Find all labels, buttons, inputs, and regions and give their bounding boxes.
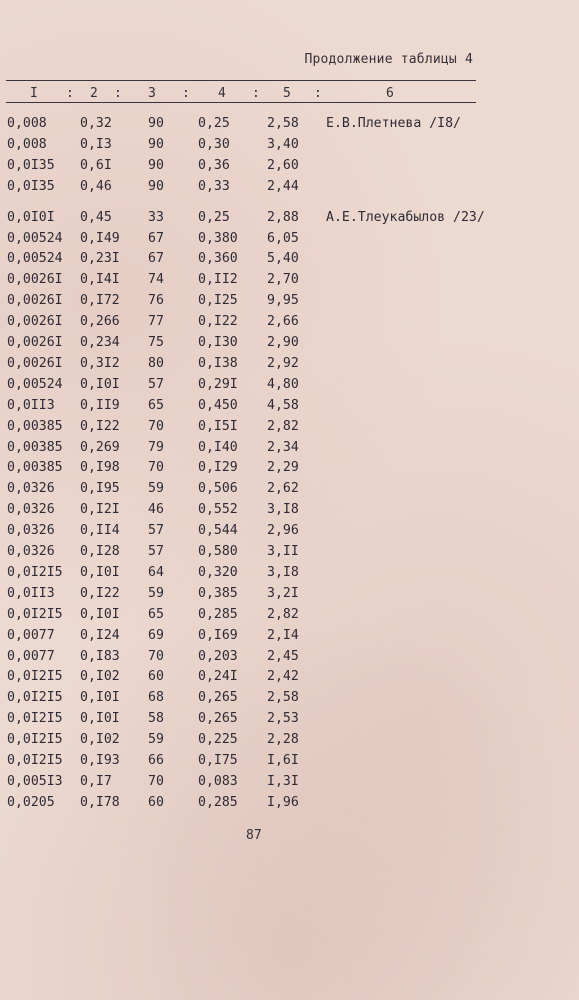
table-cell-col-4: 0,I75 [198,753,238,768]
table-cell-col-3: 33 [148,209,164,225]
table-row [0,210,579,230]
table-cell-col-1: 0,0026I [7,272,63,288]
table-cell-col-4: 0,30 [198,136,230,152]
table-cell-col-3: 66 [148,753,164,768]
table-cell-col-5: 2,82 [267,606,299,622]
table-cell-col-2: 0,I0I [80,376,120,392]
table-cell-col-5: 2,45 [267,648,299,664]
table-cell-col-4: 0,36 [198,157,230,173]
table-cell-col-1: 0,0II3 [7,397,55,413]
table-row [0,440,579,460]
table-cell-col-4: 0,II2 [198,272,238,288]
table-cell-col-2: 0,I24 [80,627,120,643]
table-row [0,795,579,815]
table-cell-col-5: 6,05 [267,230,299,246]
table-cell-col-2: 0,I78 [80,794,120,810]
table-cell-col-4: 0,25 [198,116,230,131]
table-cell-col-5: 2,66 [267,314,299,330]
table-cell-col-5: 2,34 [267,439,299,455]
table-cell-col-1: 0,0II3 [7,585,55,601]
table-cell-col-5: 2,29 [267,460,299,476]
table-cell-col-3: 90 [148,178,164,194]
table-cell-col-4: 0,320 [198,564,238,580]
table-cell-col-2: 0,32 [80,116,112,131]
table-cell-col-4: 0,I29 [198,460,238,476]
table-cell-col-2: 0,234 [80,335,120,350]
table-cell-col-1: 0,0026I [7,335,63,350]
table-cell-col-5: 2,92 [267,355,299,371]
table-row [0,669,579,689]
table-cell-col-5: 2,90 [267,335,299,350]
table-cell-col-5: 3,I8 [267,502,299,518]
table-cell-col-1: 0,0026I [7,314,63,330]
header-col-6: 6 [386,86,394,101]
table-cell-col-3: 58 [148,711,164,727]
header-separator: : [182,86,190,101]
table-cell-col-3: 75 [148,335,164,350]
table-cell-col-3: 65 [148,606,164,622]
table-cell-col-2: 0,I7 [80,773,112,789]
table-row [0,272,579,292]
header-col-4: 4 [218,86,226,101]
table-cell-col-2: 0,I95 [80,481,120,497]
table-top-rule [6,80,476,81]
table-cell-col-1: 0,0I2I5 [7,669,63,685]
table-cell-col-2: 0,I83 [80,648,120,664]
table-row [0,356,579,376]
table-cell-col-2: 0,I4I [80,272,120,288]
table-cell-col-6: Е.В.Плетнева /I8/ [326,116,461,131]
table-row [0,314,579,334]
table-cell-col-3: 65 [148,397,164,413]
table-cell-col-1: 0,0I2I5 [7,564,63,580]
table-cell-col-4: 0,33 [198,178,230,194]
table-cell-col-3: 60 [148,794,164,810]
table-cell-col-3: 70 [148,648,164,664]
table-row [0,293,579,313]
table-row [0,711,579,731]
table-cell-col-5: 4,80 [267,376,299,392]
table-cell-col-2: 0,I22 [80,585,120,601]
table-cell-col-1: 0,00524 [7,251,63,267]
table-cell-col-4: 0,385 [198,585,238,601]
table-cell-col-1: 0,00524 [7,230,63,246]
table-cell-col-3: 64 [148,564,164,580]
table-cell-col-1: 0,008 [7,116,47,131]
table-cell-col-1: 0,0I0I [7,209,55,225]
table-row [0,158,579,178]
table-cell-col-3: 67 [148,230,164,246]
table-cell-col-4: 0,I40 [198,439,238,455]
table-cell-col-5: 2,88 [267,209,299,225]
table-cell-col-1: 0,0326 [7,502,55,518]
table-cell-col-2: 0,I49 [80,230,120,246]
table-row [0,607,579,627]
table-cell-col-2: 0,I02 [80,732,120,748]
page-number: 87 [246,828,262,843]
table-cell-col-6: А.Е.Тлеукабылов /23/ [326,209,485,225]
table-cell-col-5: 2,82 [267,418,299,434]
table-cell-col-1: 0,00385 [7,460,63,476]
table-cell-col-3: 67 [148,251,164,267]
table-cell-col-3: 57 [148,544,164,559]
table-cell-col-4: 0,I25 [198,293,238,309]
table-cell-col-1: 0,0326 [7,544,55,559]
table-cell-col-1: 0,0326 [7,523,55,539]
table-cell-col-2: 0,I22 [80,418,120,434]
table-cell-col-5: I,96 [267,794,299,810]
table-cell-col-3: 74 [148,272,164,288]
table-cell-col-2: 0,I0I [80,711,120,727]
table-row [0,116,579,136]
table-cell-col-3: 46 [148,502,164,518]
table-cell-col-1: 0,0077 [7,648,55,664]
table-cell-col-4: 0,29I [198,376,238,392]
table-row [0,774,579,794]
table-row [0,460,579,480]
table-cell-col-4: 0,25 [198,209,230,225]
table-cell-col-3: 79 [148,439,164,455]
table-cell-col-3: 90 [148,116,164,131]
table-cell-col-1: 0,0I2I5 [7,711,63,727]
table-cell-col-5: 2,60 [267,157,299,173]
table-row [0,649,579,669]
table-cell-col-5: I,6I [267,753,299,768]
header-col-5: 5 [283,86,291,101]
table-cell-col-5: 3,2I [267,585,299,601]
table-cell-col-4: 0,083 [198,773,238,789]
table-cell-col-1: 0,0026I [7,355,63,371]
table-cell-col-3: 59 [148,481,164,497]
table-cell-col-2: 0,I0I [80,564,120,580]
table-cell-col-1: 0,0077 [7,627,55,643]
table-cell-col-4: 0,225 [198,732,238,748]
table-row [0,586,579,606]
header-col-1: I [30,86,38,101]
table-cell-col-2: 0,45 [80,209,112,225]
table-cell-col-3: 76 [148,293,164,309]
header-col-2: 2 [90,86,98,101]
table-cell-col-1: 0,005I3 [7,773,63,789]
table-cell-col-5: 2,28 [267,732,299,748]
table-cell-col-2: 0,II9 [80,397,120,413]
table-cell-col-5: 2,44 [267,178,299,194]
table-cell-col-3: 60 [148,669,164,685]
table-cell-col-3: 90 [148,136,164,152]
table-cell-col-4: 0,285 [198,794,238,810]
table-cell-col-4: 0,506 [198,481,238,497]
table-cell-col-2: 0,I93 [80,753,120,768]
header-separator: : [252,86,260,101]
table-cell-col-3: 57 [148,376,164,392]
table-cell-col-5: 2,70 [267,272,299,288]
table-cell-col-3: 68 [148,690,164,706]
table-cell-col-3: 59 [148,732,164,748]
table-cell-col-4: 0,24I [198,669,238,685]
header-separator: : [314,86,322,101]
table-cell-col-4: 0,265 [198,711,238,727]
table-cell-col-3: 69 [148,627,164,643]
table-cell-col-2: 0,I0I [80,606,120,622]
table-cell-col-2: 0,46 [80,178,112,194]
table-cell-col-4: 0,450 [198,397,238,413]
table-row [0,419,579,439]
table-cell-col-2: 0,I0I [80,690,120,706]
table-cell-col-1: 0,0I2I5 [7,732,63,748]
table-cell-col-5: 4,58 [267,397,299,413]
table-cell-col-1: 0,0I35 [7,178,55,194]
table-cell-col-5: 2,42 [267,669,299,685]
table-cell-col-5: 5,40 [267,251,299,267]
table-cell-col-3: 70 [148,418,164,434]
table-row [0,753,579,773]
table-cell-col-4: 0,203 [198,648,238,664]
table-cell-col-4: 0,552 [198,502,238,518]
table-cell-col-1: 0,0I2I5 [7,753,63,768]
table-cell-col-5: 3,I8 [267,564,299,580]
table-row [0,523,579,543]
table-cell-col-4: 0,265 [198,690,238,706]
table-cell-col-5: 2,58 [267,690,299,706]
table-cell-col-2: 0,269 [80,439,120,455]
table-cell-col-2: 0,I72 [80,293,120,309]
header-separator: : [114,86,122,101]
table-cell-col-3: 57 [148,523,164,539]
table-cell-col-2: 0,I28 [80,544,120,559]
table-cell-col-2: 0,I98 [80,460,120,476]
table-row [0,377,579,397]
table-cell-col-2: 0,6I [80,157,112,173]
table-cell-col-1: 0,008 [7,136,47,152]
table-row [0,690,579,710]
table-header-rule [6,102,476,103]
table-cell-col-5: I,3I [267,773,299,789]
table-cell-col-4: 0,I22 [198,314,238,330]
table-cell-col-1: 0,00524 [7,376,63,392]
table-cell-col-1: 0,00385 [7,439,63,455]
table-cell-col-2: 0,266 [80,314,120,330]
table-cell-col-2: 0,I2I [80,502,120,518]
table-cell-col-4: 0,360 [198,251,238,267]
table-cell-col-5: 2,58 [267,116,299,131]
table-cell-col-2: 0,23I [80,251,120,267]
table-cell-col-3: 70 [148,773,164,789]
table-cell-col-3: 70 [148,460,164,476]
header-separator: : [66,86,74,101]
table-cell-col-5: 9,95 [267,293,299,309]
table-cell-col-1: 0,0026I [7,293,63,309]
table-row [0,502,579,522]
table-row [0,628,579,648]
table-cell-col-1: 0,00385 [7,418,63,434]
table-caption: Продолжение таблицы 4 [304,52,473,67]
table-row [0,544,579,564]
table-cell-col-2: 0,II4 [80,523,120,539]
table-cell-col-2: 0,I02 [80,669,120,685]
table-cell-col-5: 2,62 [267,481,299,497]
table-row [0,481,579,501]
table-cell-col-4: 0,I38 [198,355,238,371]
table-row [0,231,579,251]
table-cell-col-1: 0,0I2I5 [7,690,63,706]
table-cell-col-5: 2,96 [267,523,299,539]
table-cell-col-4: 0,285 [198,606,238,622]
table-cell-col-5: 2,I4 [267,627,299,643]
table-cell-col-4: 0,I5I [198,418,238,434]
header-col-3: 3 [148,86,156,101]
table-cell-col-4: 0,380 [198,230,238,246]
table-cell-col-1: 0,0205 [7,794,55,810]
table-cell-col-4: 0,I69 [198,627,238,643]
table-cell-col-3: 90 [148,157,164,173]
table-cell-col-4: 0,I30 [198,335,238,350]
table-row [0,335,579,355]
table-row [0,179,579,199]
table-cell-col-2: 0,I3 [80,136,112,152]
table-cell-col-5: 3,40 [267,136,299,152]
table-row [0,732,579,752]
table-cell-col-1: 0,0I2I5 [7,606,63,622]
table-cell-col-3: 80 [148,355,164,371]
table-cell-col-2: 0,3I2 [80,355,120,371]
table-row [0,565,579,585]
table-cell-col-3: 77 [148,314,164,330]
table-cell-col-1: 0,0326 [7,481,55,497]
table-cell-col-5: 3,II [267,544,299,559]
table-row [0,398,579,418]
table-cell-col-4: 0,580 [198,544,238,559]
table-cell-col-5: 2,53 [267,711,299,727]
table-row [0,251,579,271]
table-cell-col-4: 0,544 [198,523,238,539]
table-cell-col-3: 59 [148,585,164,601]
table-cell-col-1: 0,0I35 [7,157,55,173]
table-row [0,137,579,157]
